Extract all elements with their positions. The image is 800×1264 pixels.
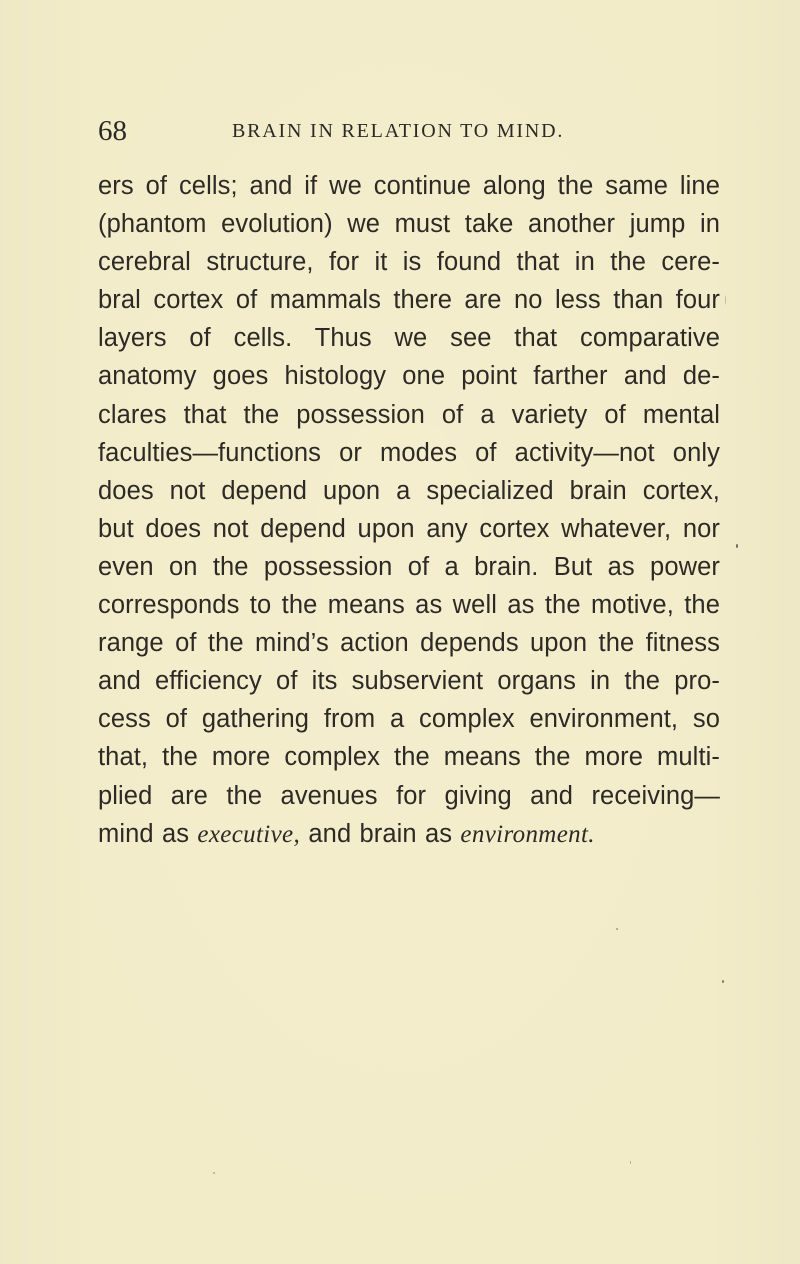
paper-speck: [725, 295, 726, 305]
text-line: faculties—functions or modes of activity—not only: [98, 438, 720, 467]
text-line: layers of cells. Thus we see that comparative: [98, 324, 720, 353]
text-line: range of the mind’s action depends upon the fitness: [98, 629, 720, 658]
paper-speck: [722, 980, 724, 983]
text-line-last: [98, 815, 720, 853]
text-line: (phantom evolution) we must take another jump in: [98, 210, 720, 239]
text-line: bral cortex of mammals there are no less than four: [98, 286, 720, 315]
text-line: corresponds to the means as well as the motive, the: [98, 591, 720, 620]
italic-emphasis: executive,: [197, 820, 301, 848]
text-line: even on the possession of a brain. But as power: [98, 552, 720, 581]
text-segment: and brain as: [300, 819, 461, 848]
text-line: that, the more complex the means the more multi-: [98, 743, 720, 772]
paper-speck: [213, 1172, 215, 1174]
text-line: plied are the avenues for giving and receiving—: [98, 781, 720, 810]
page-number: 68: [98, 115, 127, 147]
text-line: ers of cells; and if we continue along the same line: [98, 172, 720, 200]
text-line: but does not depend upon any cortex whatever, nor: [98, 514, 720, 543]
text-line: and efficiency of its subservient organs in the pro-: [98, 667, 720, 696]
text-line: cess of gathering from a complex environment, so: [98, 705, 720, 734]
body-text: [98, 167, 720, 853]
italic-emphasis: environment.: [460, 820, 595, 848]
paper-speck: [736, 544, 738, 548]
text-line: clares that the possession of a variety of mental: [98, 400, 720, 429]
chapter-title: BRAIN IN RELATION TO MIND.: [232, 120, 565, 142]
running-head: [98, 116, 704, 146]
paper-speck: [630, 1161, 631, 1164]
text-line: anatomy goes histology one point farther and de-: [98, 362, 720, 391]
text-segment: mind as: [98, 819, 198, 848]
paper-speck: [616, 928, 618, 930]
text-line: cerebral structure, for it is found that in the cere-: [98, 248, 720, 277]
text-line: does not depend upon a specialized brain cortex,: [98, 476, 720, 505]
